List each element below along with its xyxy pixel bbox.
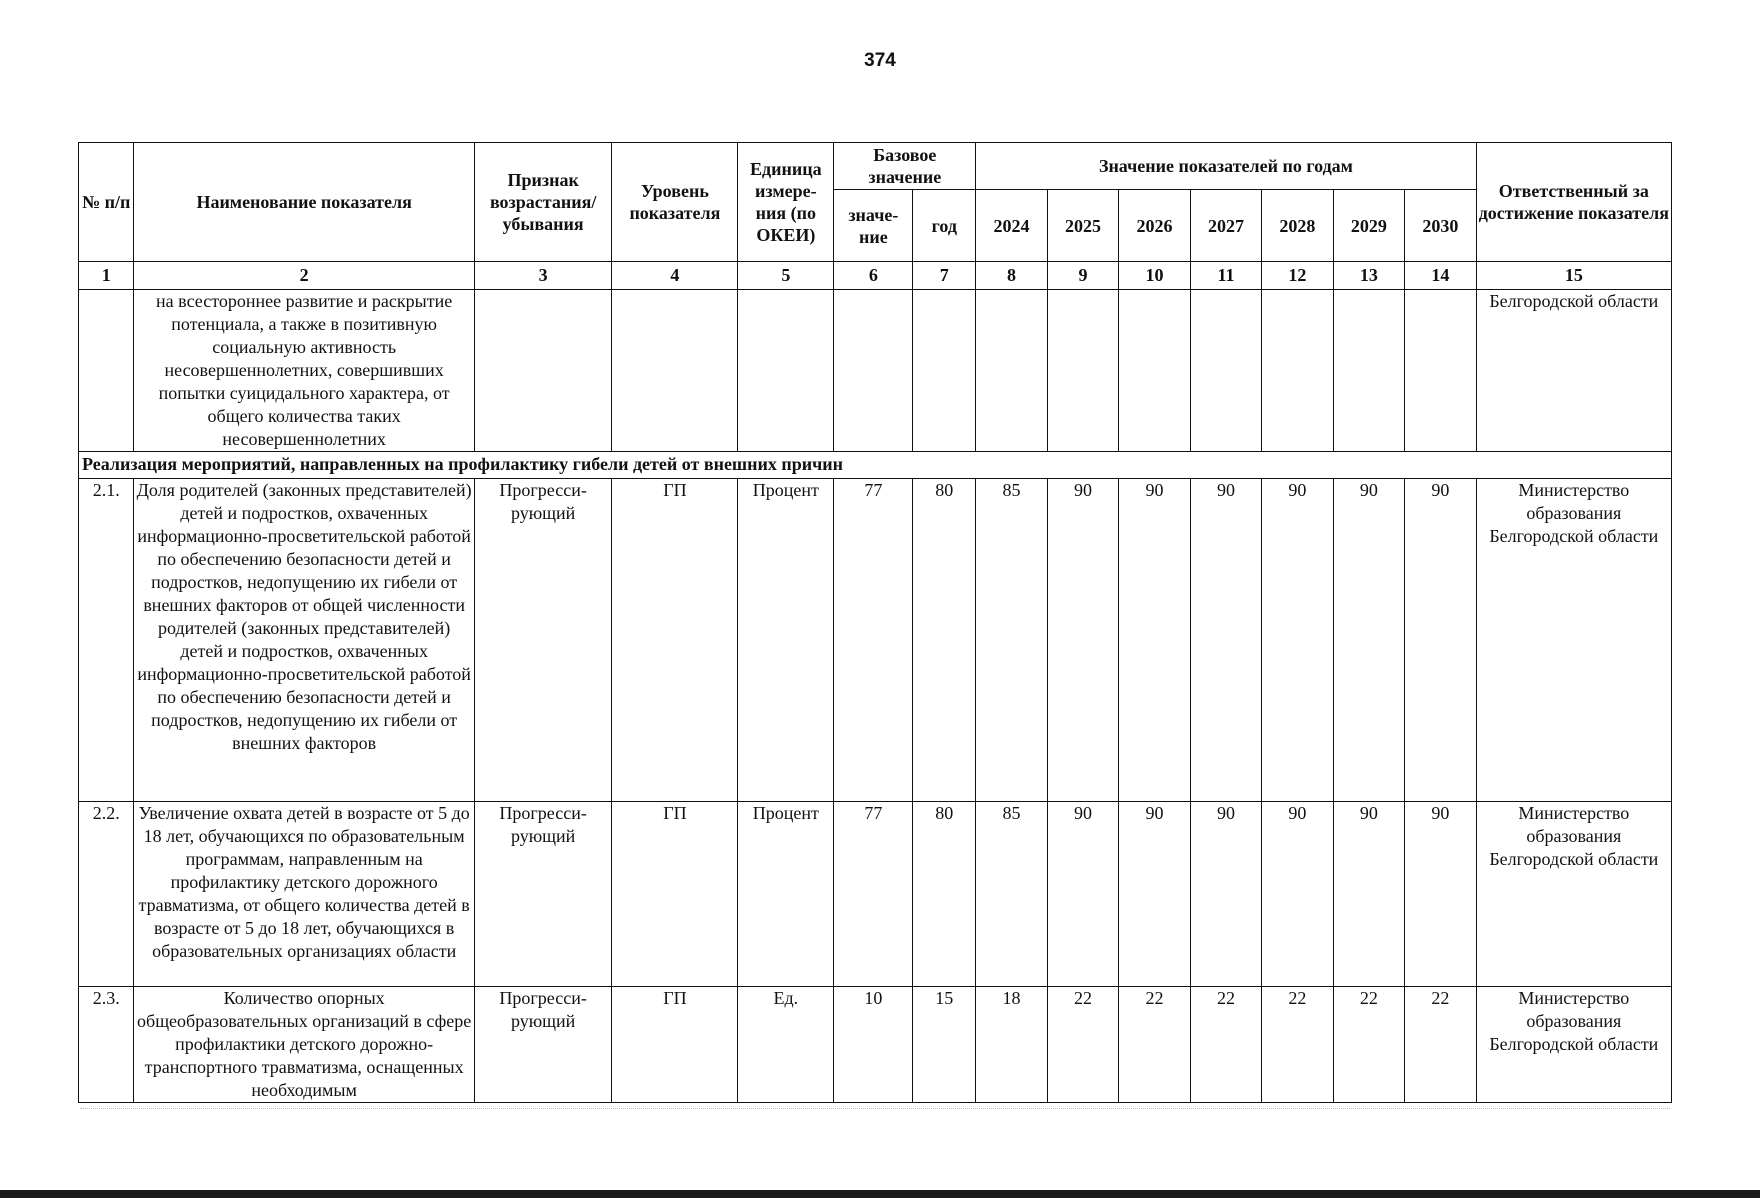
column-number: 11 [1190, 262, 1261, 290]
cell-year-value [1190, 290, 1261, 452]
column-number: 6 [834, 262, 913, 290]
column-number: 14 [1405, 262, 1476, 290]
cell-responsible: Министерство образования Белгородской области [1476, 479, 1671, 802]
cell-responsible: Министерство образования Белгородской области [1476, 802, 1671, 987]
cell-year-value: 22 [1405, 987, 1476, 1103]
header-base-year: год [913, 190, 976, 262]
cell-name: Доля родителей (законных представителей) детей и подростков, охваченных информационно-просветительской работой по обеспечению безопасности детей и подростков, недопущению их гибели от внешних факторов от общей численности родителей (законных представителей) детей и подростков, охваченных информационно-просветительской работой по обеспечению безопасности детей и подростков, недопущению их гибели от внешних факторов [134, 479, 474, 802]
cell-base-year: 80 [913, 802, 976, 987]
header-num: № п/п [79, 143, 134, 262]
cell-sign: Прогресси- рующий [474, 479, 612, 802]
header-base: Базовое значение [834, 143, 976, 190]
cell-base-value: 77 [834, 802, 913, 987]
cell-year-value: 22 [1262, 987, 1333, 1103]
column-number: 13 [1333, 262, 1404, 290]
column-number: 1 [79, 262, 134, 290]
header-year: 2024 [976, 190, 1047, 262]
cell-num: 2.3. [79, 987, 134, 1103]
cell-responsible: Министерство образования Белгородской области [1476, 987, 1671, 1103]
column-number: 8 [976, 262, 1047, 290]
cell-year-value: 22 [1047, 987, 1118, 1103]
header-year: 2027 [1190, 190, 1261, 262]
cell-sign: Прогресси- рующий [474, 802, 612, 987]
cell-responsible: Белгородской области [1476, 290, 1671, 452]
cell-year-value [1262, 290, 1333, 452]
cell-base-year: 15 [913, 987, 976, 1103]
header-base-value: значе- ние [834, 190, 913, 262]
cell-base-value: 10 [834, 987, 913, 1103]
bottom-rule [0, 1190, 1760, 1198]
header-sign: Признак возрастания/ убывания [474, 143, 612, 262]
column-number: 15 [1476, 262, 1671, 290]
column-number: 9 [1047, 262, 1118, 290]
section-row [79, 452, 1672, 479]
cell-num: 2.2. [79, 802, 134, 987]
header-year: 2030 [1405, 190, 1476, 262]
table-row-continuation [79, 290, 1672, 452]
table-row [79, 987, 1672, 1103]
cell-year-value: 90 [1047, 479, 1118, 802]
cell-name: Количество опорных общеобразовательных организаций в сфере профилактики детского дорожно-транспортного травматизма, оснащенных необходимым [134, 987, 474, 1103]
cell-year-value: 90 [1405, 802, 1476, 987]
cell-num: 2.1. [79, 479, 134, 802]
cell-year-value: 90 [1405, 479, 1476, 802]
cell-base-year [913, 290, 976, 452]
cell-year-value [976, 290, 1047, 452]
cell-name: на всестороннее развитие и раскрытие потенциала, а также в позитивную социальную активность несовершеннолетних, совершивших попытки суицидального характера, от общего количества таких несовершеннолетних [134, 290, 474, 452]
header-year: 2029 [1333, 190, 1404, 262]
cell-level [612, 290, 738, 452]
footer-scan-artifact [80, 1108, 1670, 1109]
header-year: 2028 [1262, 190, 1333, 262]
cell-year-value: 90 [1262, 802, 1333, 987]
cell-sign [474, 290, 612, 452]
header-unit: Единица измере- ния (по ОКЕИ) [738, 143, 834, 262]
header-year: 2026 [1119, 190, 1190, 262]
cell-level: ГП [612, 802, 738, 987]
header-year: 2025 [1047, 190, 1118, 262]
cell-year-value: 22 [1119, 987, 1190, 1103]
column-number: 2 [134, 262, 474, 290]
header-responsible: Ответственный за достижение показателя [1476, 143, 1671, 262]
cell-year-value: 18 [976, 987, 1047, 1103]
cell-year-value [1333, 290, 1404, 452]
cell-year-value [1405, 290, 1476, 452]
header-name: Наименование показателя [134, 143, 474, 262]
column-number: 12 [1262, 262, 1333, 290]
cell-base-year: 80 [913, 479, 976, 802]
table-row [79, 479, 1672, 802]
column-number: 3 [474, 262, 612, 290]
section-title: Реализация мероприятий, направленных на профилактику гибели детей от внешних причин [79, 452, 1672, 479]
cell-year-value: 90 [1190, 479, 1261, 802]
cell-year-value: 90 [1047, 802, 1118, 987]
cell-sign: Прогресси- рующий [474, 987, 612, 1103]
cell-level: ГП [612, 987, 738, 1103]
header-row-1 [79, 143, 1672, 190]
cell-year-value: 90 [1333, 479, 1404, 802]
page-number: 374 [864, 50, 896, 71]
cell-unit: Ед. [738, 987, 834, 1103]
column-number-row [79, 262, 1672, 290]
cell-year-value: 90 [1119, 479, 1190, 802]
cell-level: ГП [612, 479, 738, 802]
cell-year-value: 85 [976, 802, 1047, 987]
indicators-table [78, 142, 1672, 1103]
column-number: 4 [612, 262, 738, 290]
cell-year-value: 22 [1190, 987, 1261, 1103]
cell-year-value [1047, 290, 1118, 452]
cell-unit [738, 290, 834, 452]
cell-unit: Процент [738, 479, 834, 802]
column-number: 10 [1119, 262, 1190, 290]
column-number: 7 [913, 262, 976, 290]
cell-year-value: 22 [1333, 987, 1404, 1103]
cell-year-value [1119, 290, 1190, 452]
cell-year-value: 90 [1333, 802, 1404, 987]
cell-base-value: 77 [834, 479, 913, 802]
column-number: 5 [738, 262, 834, 290]
cell-year-value: 90 [1262, 479, 1333, 802]
cell-year-value: 90 [1190, 802, 1261, 987]
cell-year-value: 90 [1119, 802, 1190, 987]
header-years-group: Значение показателей по годам [976, 143, 1476, 190]
cell-name: Увеличение охвата детей в возрасте от 5 до 18 лет, обучающихся по образовательным программам, направленным на профилактику детского дорожного травматизма, от общего количества детей в возрасте от 5 до 18 лет, обучающихся в образовательных организациях области [134, 802, 474, 987]
header-level: Уровень показателя [612, 143, 738, 262]
cell-year-value: 85 [976, 479, 1047, 802]
table-row [79, 802, 1672, 987]
cell-num [79, 290, 134, 452]
cell-unit: Процент [738, 802, 834, 987]
cell-base-value [834, 290, 913, 452]
